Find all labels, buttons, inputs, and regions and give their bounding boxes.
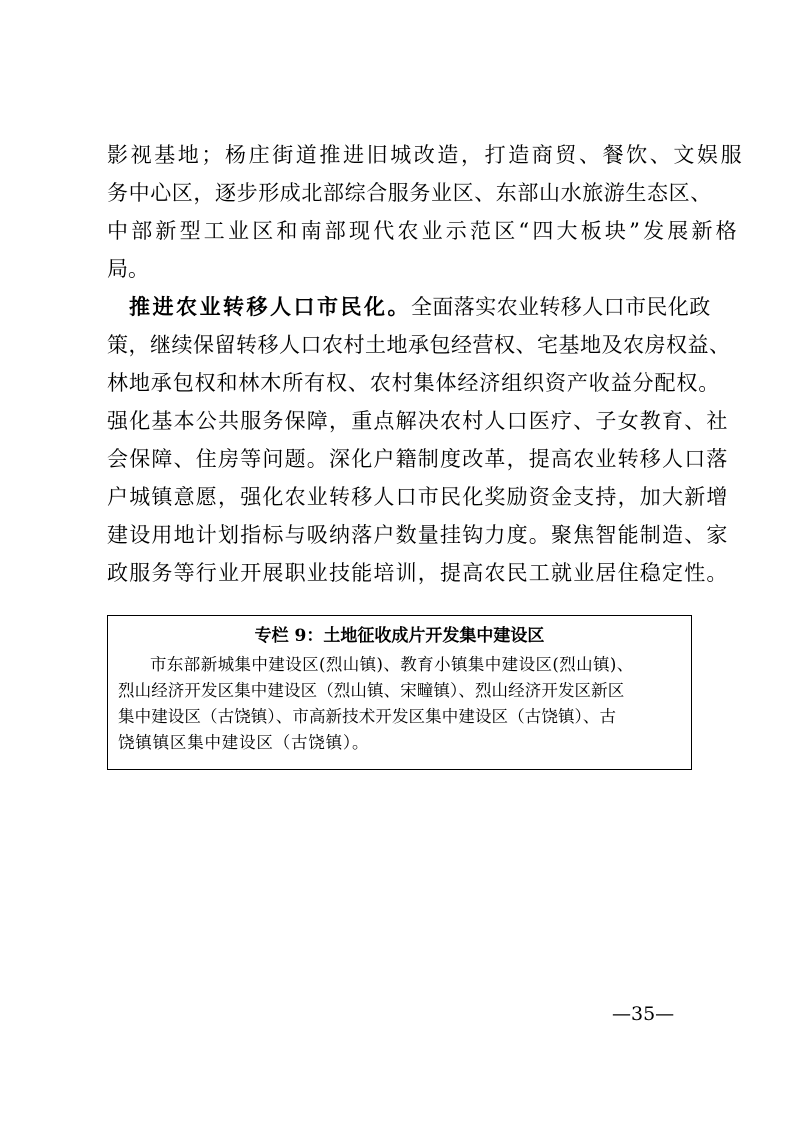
text-line: 务中心区，逐步形成北部综合服务业区、东部山水旅游生态区、 — [107, 181, 712, 205]
text-line: 会保障、住房等问题。深化户籍制度改革，提高农业转移人口落 — [107, 447, 729, 471]
text-line: 建设用地计划指标与吸纳落户数量挂钩力度。聚焦智能制造、家 — [107, 523, 729, 547]
column-box — [107, 615, 692, 770]
text-line: 策，继续保留转移人口农村土地承包经营权、宅基地及农房权益、 — [107, 333, 731, 357]
column-box-title: 专栏 9：土地征收成片开发集中建设区 — [254, 626, 545, 646]
text-line: 强化基本公共服务保障，重点解决农村人口医疗、子女教育、社 — [107, 409, 729, 433]
text-line: 中部新型工业区和南部现代农业示范区“四大板块”发展新格 — [107, 219, 740, 243]
column-box-line: 饶镇镇区集中建设区（古饶镇）。 — [118, 733, 370, 752]
text-line: 林地承包权和林木所有权、农村集体经济组织资产收益分配权。 — [107, 371, 721, 395]
text-line: 户城镇意愿，强化农业转移人口市民化奖励资金支持，加大新增 — [107, 485, 729, 509]
column-box-line: 市东部新城集中建设区(烈山镇)、教育小镇集中建设区(烈山镇)、 — [150, 655, 634, 674]
text-line — [129, 295, 711, 319]
column-box-line: 集中建设区（古饶镇）、市高新技术开发区集中建设区（古饶镇）、古 — [118, 707, 617, 726]
text-line: 局。 — [107, 257, 149, 281]
page-number: —35— — [612, 1003, 675, 1025]
paragraph-text: 全面落实农业转移人口市民化政 — [411, 295, 711, 319]
column-box-line: 烈山经济开发区集中建设区（烈山镇、宋疃镇）、烈山经济开发区新区 — [118, 681, 625, 700]
paragraph-heading: 推进农业转移人口市民化。 — [129, 294, 411, 319]
text-line: 影视基地；杨庄街道推进旧城改造，打造商贸、餐饮、文娱服 — [107, 143, 745, 167]
text-line: 政服务等行业开展职业技能培训，提高农民工就业居住稳定性。 — [107, 561, 729, 585]
